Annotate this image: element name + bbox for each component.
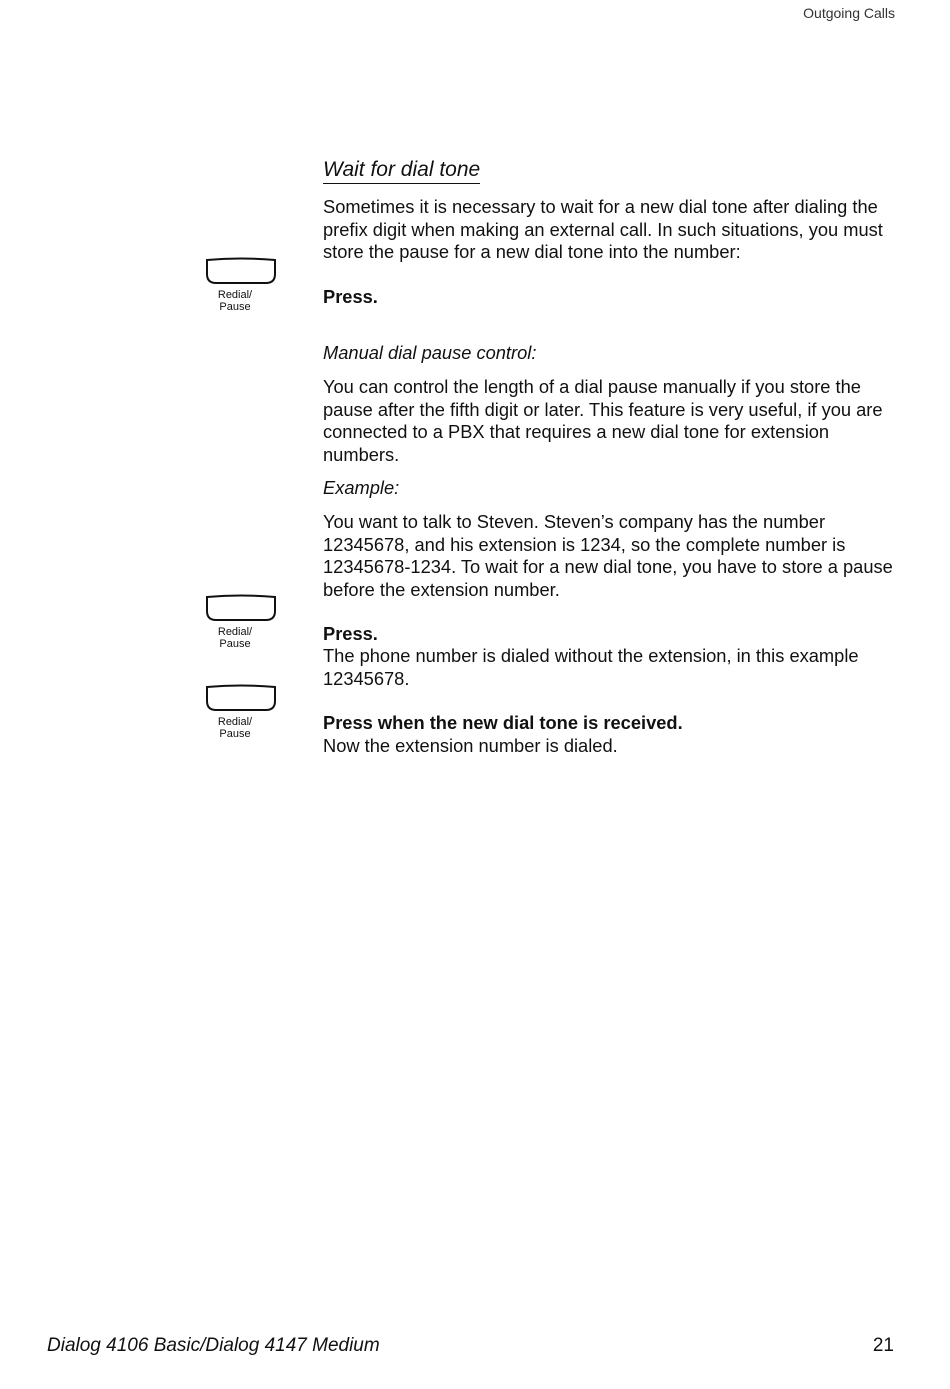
key-label: Redial/ Pause bbox=[217, 716, 253, 740]
manual-heading: Manual dial pause control: bbox=[323, 342, 537, 363]
section-title: Wait for dial tone bbox=[323, 158, 480, 184]
redial-pause-key bbox=[197, 256, 277, 313]
page-number: 21 bbox=[872, 1335, 894, 1356]
step-press-3: Press when the new dial tone is received. bbox=[323, 712, 683, 733]
key-icon bbox=[204, 683, 278, 713]
example-paragraph: You want to talk to Steven. Steven’s company has the number 12345678, and his extension is 1234, so the complete number is 12345678-1234. To wait for a new dial tone, you have to store a pause before the extension number. bbox=[323, 511, 893, 600]
key-label: Redial/ Pause bbox=[217, 626, 253, 650]
key-icon bbox=[204, 256, 278, 286]
key-label: Redial/ Pause bbox=[217, 289, 253, 313]
step-result-3: Now the extension number is dialed. bbox=[323, 735, 618, 756]
redial-pause-key bbox=[197, 683, 277, 740]
intro-paragraph: Sometimes it is necessary to wait for a new dial tone after dialing the prefix digit when making an external call. In such situations, you must store the pause for a new dial tone into the number: bbox=[323, 196, 883, 262]
step-result-2: The phone number is dialed without the extension, in this example 12345678. bbox=[323, 645, 859, 689]
manual-paragraph: You can control the length of a dial pause manually if you store the pause after the fifth digit or later. This feature is very useful, if you are connected to a PBX that requires a new dial tone for extension numbers. bbox=[323, 376, 883, 465]
step-press-2: Press. bbox=[323, 623, 378, 644]
step-press-1: Press. bbox=[323, 286, 378, 307]
footer-document-title: Dialog 4106 Basic/Dialog 4147 Medium bbox=[47, 1335, 380, 1356]
example-heading: Example: bbox=[323, 477, 400, 498]
running-header: Outgoing Calls bbox=[803, 5, 895, 21]
key-icon bbox=[204, 593, 278, 623]
redial-pause-key bbox=[197, 593, 277, 650]
